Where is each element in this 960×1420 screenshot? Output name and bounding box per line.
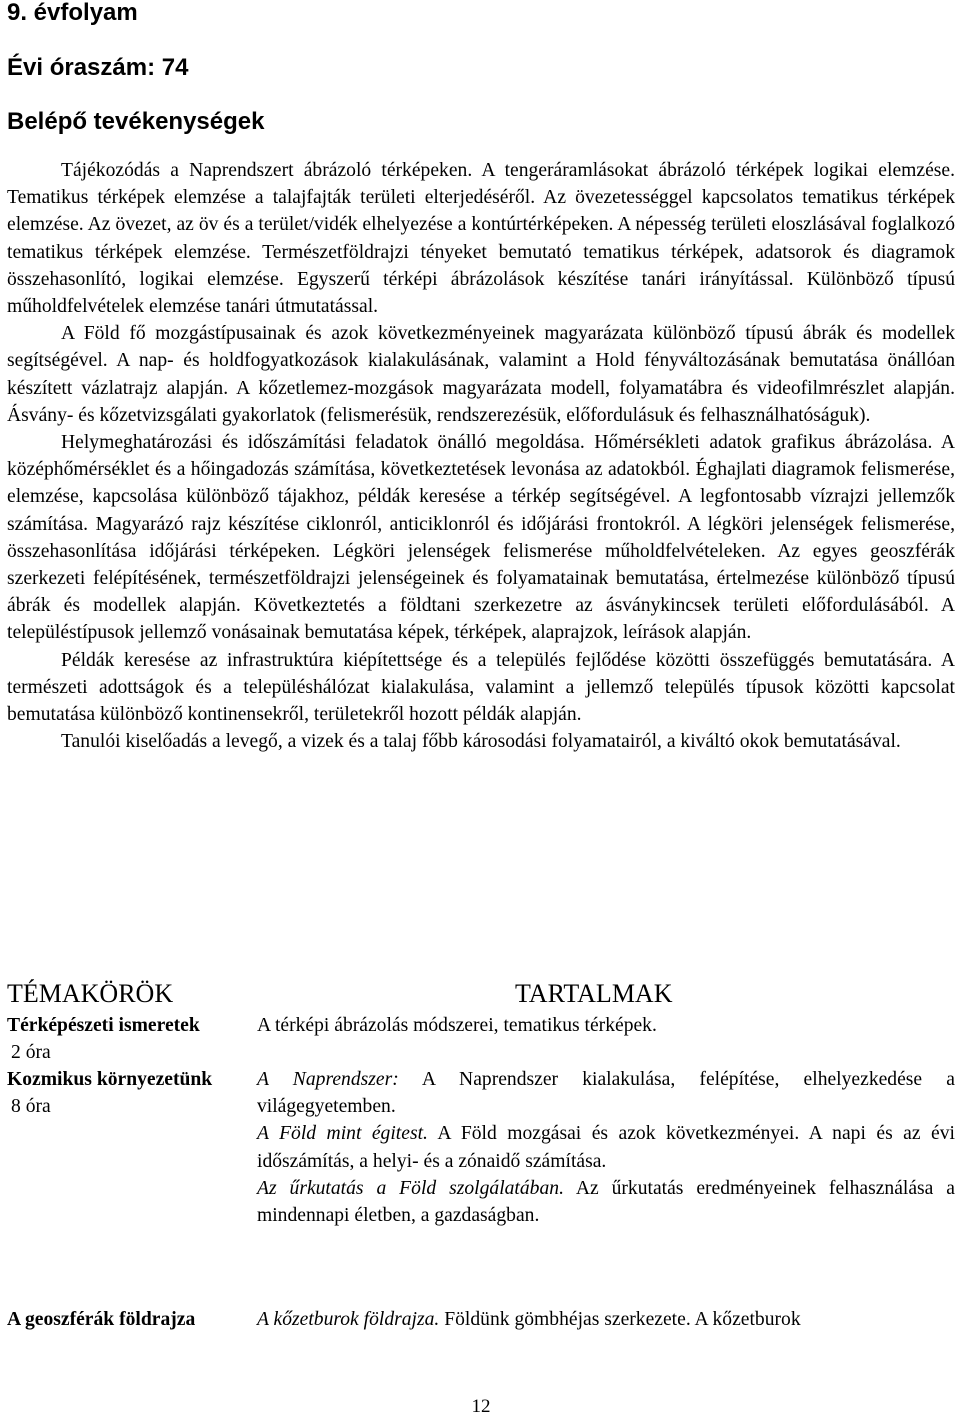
topic-name: Kozmikus környezetünk xyxy=(7,1069,213,1090)
content-lead: Az űrkutatás a Föld szolgálatában. xyxy=(257,1177,564,1199)
content-lead: A Naprendszer: xyxy=(257,1069,399,1090)
page-number: 12 xyxy=(471,1396,491,1417)
paragraph: Példák keresése az infrastruktúra kiépítettsége és a település fejlődése közötti összefüggés bemutatására. A természeti adottságok és a településhálózat kialakulása, valamint a jellemző település típusok közötti kapcsolat bemutatása különböző kontinensekről, területekről hozott példák alapján. xyxy=(7,649,955,726)
topic-hours: 2 óra xyxy=(11,1042,51,1064)
content-item xyxy=(257,1012,955,1039)
topics-column-heading: TÉMAKÖRÖK xyxy=(7,979,174,1008)
contents-cell xyxy=(257,1066,955,1229)
content-text: A Föld mozgásai és azok következményei. A napi és az évi időszámítás, a helyi- és a zónaidő számítása. xyxy=(257,1123,955,1172)
topic-cell xyxy=(7,1066,247,1120)
content-text: A térképi ábrázolás módszerei, tematikus térképek. xyxy=(257,1015,657,1036)
contents-cell xyxy=(257,1306,955,1333)
contents-cell xyxy=(257,1012,955,1039)
entry-activities-text xyxy=(7,157,955,755)
topic-cell xyxy=(7,1012,247,1066)
grade-heading: 9. évfolyam xyxy=(7,0,138,26)
topic-cell xyxy=(7,1306,247,1333)
entry-activities-heading: Belépő tevékenységek xyxy=(7,108,265,135)
contents-column-heading: TARTALMAK xyxy=(515,979,673,1008)
content-lead: A kőzetburok földrajza. xyxy=(257,1309,440,1330)
content-text: Az űrkutatás eredményeinek felhasználása a mindennapi életben, a gazdaságban. xyxy=(257,1177,955,1227)
paragraph: A Föld fő mozgástípusainak és azok következményeinek magyarázata különböző típusú ábrák és modellek segítségével. A nap- és holdfogyatkozások kialakulásának, valamint a Hold fényváltozásának bemutatása önállóan készített vázlatrajz alapján. A kőzetlemez-mozgások magyarázata modell, folyamatábra és videofilmrészlet alapján. Ásvány- és kőzetvizsgálati gyakorlatok (felismerésük, rendszerezésük, előfordulásuk és felhasználhatóságuk). xyxy=(7,323,955,426)
content-item xyxy=(257,1066,955,1120)
content-item xyxy=(257,1120,955,1174)
content-item xyxy=(257,1175,955,1229)
content-lead: A Föld mint égitest. xyxy=(257,1123,428,1145)
content-item xyxy=(257,1306,955,1333)
content-text: A Naprendszer kialakulása, felépítése, elhelyezkedése a világegyetemben. xyxy=(257,1069,955,1118)
topic-name: A geoszférák földrajza xyxy=(7,1309,196,1330)
paragraph: Helymeghatározási és időszámítási feladatok önálló megoldása. Hőmérsékleti adatok grafikus ábrázolása. A középhőmérséklet és a hőingadozás számítása, következtetések levonása az adatokból. Éghajlati diagramok felismerése, elemzése, kapcsolása különböző tájakhoz, példák keresése a térkép segítségével. A legfontosabb vízrajzi jellemzők számítása. Magyarázó rajz készítése ciklonról, anticiklonról és időjárási frontokról. A légköri jelenségek felismerése, összehasonlítása időjárási térképeken. Légköri jelenségek felismerése műholdfelvételeken. Az egyes geoszférák szerkezeti felépítésének, természetföldrajzi jelenségeinek és folyamatainak bemutatása, értelmezése különböző típusú ábrák és modellek alapján. Következtetés a földtani szerkezetre az ásványkincsek területi előfordulásából. A településtípusok jellemző vonásainak bemutatása képek, térképek, alaprajzok, leírások alapján. xyxy=(7,432,955,644)
topic-hours: 8 óra xyxy=(11,1096,51,1118)
annual-hours-heading: Évi óraszám: 74 xyxy=(7,54,189,81)
topic-name: Térképészeti ismeretek xyxy=(7,1015,200,1036)
paragraph: Tájékozódás a Naprendszert ábrázoló térképeken. A tengeráramlásokat ábrázoló térképek logikai elemzése. Tematikus térképek elemzése a talajfajták területi elterjedéséről. Az övezetességgel kapcsolatos tematikus térképek elemzése. Az övezet, az öv és a terület/vidék elhelyezése a kontúrtérképeken. A népesség területi eloszlásával foglalkozó tematikus térképek elemzése. Természetföldrajzi tényeket bemutató tematikus térképek, adatsorok és diagramok összehasonlító, logikai elemzése. Egyszerű térképi ábrázolások készítése tanári irányítással. Különböző típusú műholdfelvételek elemzése tanári útmutatással. xyxy=(7,160,955,318)
content-text: Földünk gömbhéjas szerkezete. A kőzetburok xyxy=(444,1309,801,1330)
paragraph: Tanulói kiselőadás a levegő, a vizek és a talaj főbb károsodási folyamatairól, a kiváltó okok bemutatásával. xyxy=(61,731,901,753)
